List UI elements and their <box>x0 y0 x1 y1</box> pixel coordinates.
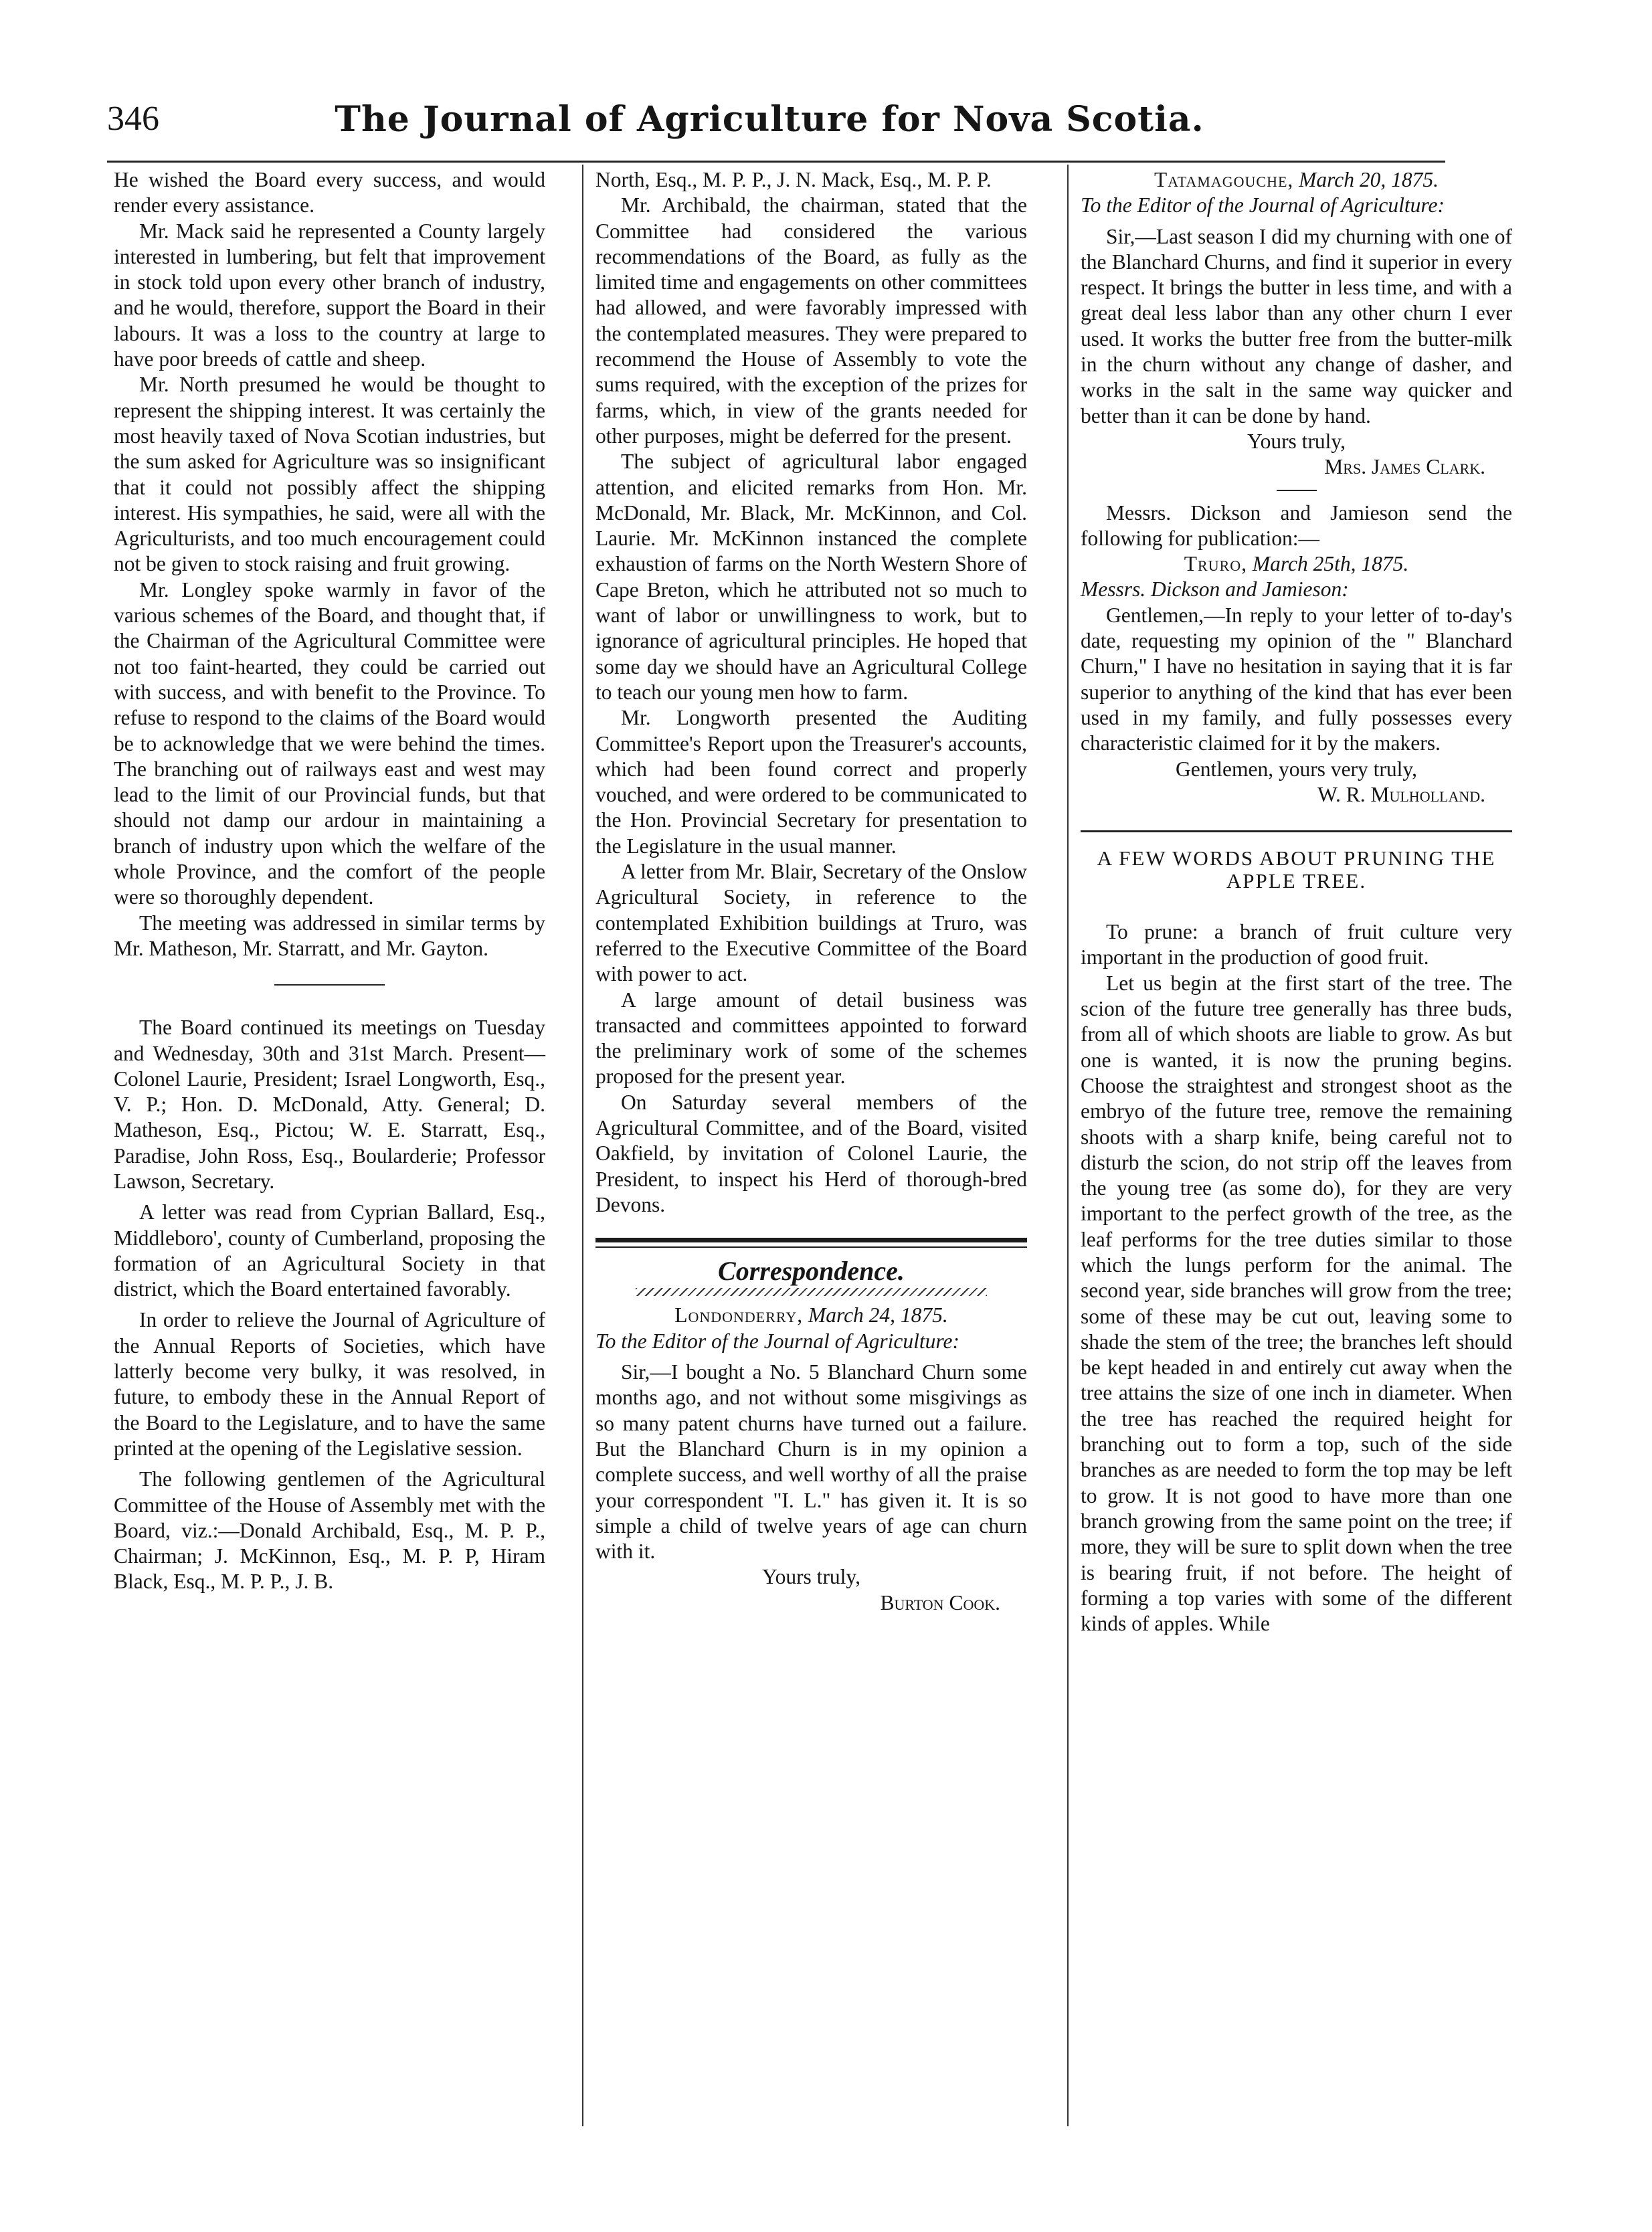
column-3 <box>1081 167 1512 1637</box>
paragraph: Let us begin at the first start of the tree. The scion of the future tree generally has three buds, from all of which shoots are liable to grow. As but one is wanted, it is now the pruning begins. Choose the straightest and strongest shoot as the embryo of the future tree, remove the remaining shoots with a sharp knife, being careful not to disturb the scion, do not strip off the leaves from the young tree (as some do), for they are very important to the perfect growth of the tree, as the leaf performs for the tree duties similar to those which the lungs perform for the animal. The second year, side branches will grow from the tree; some of these may be cut out, leaving some to shade the stem of the tree; the branches left should be kept headed in and entirely cut away when the tree attains the size of one inch in diameter. When the tree has reached the required height for branching out to form a top, such of the side branches as are needed to form the top may be left to grow. It is not good to have more than one branch growing from the same point on the tree; if more, they will be sure to split down when the tree is bearing fruit, if not before. The height of forming a top varies with some of the different kinds of apples. While <box>1081 971 1512 1636</box>
paragraph: The following gentlemen of the Agricultural Committee of the House of Assembly met with the Board, viz.:—Donald Archibald, Esq., M. P. P., Chairman; J. McKinnon, Esq., M. P. P, Hiram Black, Esq., M. P. P., J. B. <box>114 1467 545 1594</box>
paragraph: The meeting was addressed in similar terms by Mr. Matheson, Mr. Starratt, and Mr. Gayton. <box>114 911 545 960</box>
dateline-place: Truro, <box>1184 552 1248 576</box>
signature: Burton Cook. <box>880 1590 1000 1614</box>
closing: Gentlemen, yours very truly, <box>1176 757 1417 781</box>
salutation-to: To the Editor of the Journal of Agriculture: <box>1081 193 1445 217</box>
paragraph: Mr. Archibald, the chairman, stated that the Committee had considered the various recommendations of the Board, as fully as the limited time and engagements on other committees had allowed, and were favorably impressed with the contemplated measures. They were prepared to recommend the House of Assembly to vote the sums required, with the exception of the prizes for farms, which, in view of the grants needed for other purposes, might be deferred for the present. <box>595 193 1027 448</box>
salutation-to: To the Editor of the Journal of Agriculture: <box>595 1329 959 1353</box>
paragraph: In order to relieve the Journal of Agriculture of the Annual Reports of Societies, which have latterly become very bulky, it was resolved, in future, to embody these in the Annual Report of the Board to the Legislature, and to have the same printed at the opening of the Legislative session. <box>114 1308 545 1460</box>
signature: Mrs. James Clark. <box>1324 455 1485 479</box>
paragraph: Mr. Mack said he represented a County largely interested in lumbering, but felt that improvement in stock told upon every other branch of industry, and he would, therefore, support the Board in their labours. It was a loss to the country at large to have poor breeds of cattle and sheep. <box>114 219 545 371</box>
salutation: Messrs. Dickson and Jamieson: <box>1081 577 1349 601</box>
header-rule <box>107 161 1445 163</box>
dateline-date: March 20, 1875. <box>1299 168 1439 191</box>
dateline <box>1081 551 1512 577</box>
small-divider <box>1277 490 1317 491</box>
dateline-place: Tatamagouche, <box>1154 168 1294 191</box>
column-divider-1 <box>582 165 583 2126</box>
paragraph: A letter from Mr. Blair, Secretary of the Onslow Agricultural Society, in reference to the contemplated Exhibition buildings at Truro, was referred to the Executive Committee of the Board with power to act. <box>595 860 1027 986</box>
journal-title: The Journal of Agriculture for Nova Scotia. <box>335 99 1204 140</box>
paragraph: The subject of agricultural labor engaged attention, and elicited remarks from Hon. Mr. McDonald, Mr. Black, Mr. McKinnon, and Col. Laurie. Mr. McKinnon instanced the complete exhaustion of farms on the North Western Shore of Cape Breton, which he attributed not so much to want of labor or unwillingness to work, but to ignorance of agricultural principles. He hoped that some day we should have an Agricultural College to teach our young men how to farm. <box>595 450 1027 704</box>
intro-note: Messrs. Dickson and Jamieson send the following for publication:— <box>1081 500 1512 550</box>
column-1 <box>114 167 545 1595</box>
thin-rule <box>595 1246 1027 1248</box>
paragraph: The Board continued its meetings on Tuesday and Wednesday, 30th and 31st March. Present—Colonel Laurie, President; Israel Longworth, Esq., V. P.; Hon. D. McDonald, Atty. General; D. Matheson, Esq., Pictou; W. E. Starratt, Esq., Paradise, John Ross, Esq., Boularderie; Professor Lawson, Secretary. <box>114 1016 545 1193</box>
page-number: 346 <box>107 100 159 138</box>
closing: Yours truly, <box>761 1565 861 1589</box>
paragraph: Mr. Longley spoke warmly in favor of the various schemes of the Board, and thought that, if the Chairman of the Agricultural Committee were not too faint-hearted, they could be carried out with success, and with benefit to the Province. To refuse to respond to the claims of the Board would be to acknowledge that we were behind the times. The branching out of railways east and west may lead to the limit of our Provincial funds, but that should not damp our ardour in maintaining a branch of industry upon which the welfare of the whole Province, and the comfort of the people were so thoroughly dependent. <box>114 577 545 909</box>
paragraph: He wished the Board every success, and would render every assistance. <box>114 168 545 217</box>
column-2 <box>595 167 1027 1616</box>
dateline-date: March 24, 1875. <box>808 1303 948 1327</box>
dateline <box>1081 167 1512 193</box>
paragraph: A letter was read from Cyprian Ballard, Esq., Middleboro', county of Cumberland, proposing the formation of an Agricultural Society in that district, which the Board entertained favorably. <box>114 1200 545 1301</box>
paragraph: North, Esq., M. P. P., J. N. Mack, Esq., M. P. P. <box>595 168 992 191</box>
paragraph: Mr. North presumed he would be thought to represent the shipping interest. It was certainly the most heavily taxed of Nova Scotian industries, but the sum asked for Agriculture was so insignificant that it could not possibly affect the shipping interest. His sympathies, he said, were all with the Agriculturists, and too much encouragement could not be given to stock raising and fruit growing. <box>114 373 545 576</box>
section-divider <box>274 984 385 986</box>
paragraph: To prune: a branch of fruit culture very important in the production of good fruit. <box>1081 920 1512 969</box>
letter-body: Sir,—Last season I did my churning with one of the Blanchard Churns, and find it superior in every respect. It brings the butter in less time, and with a great deal less labor than any other churn I ever used. It works the butter free from the butter-milk in the churn without any change of dasher, and works in the salt in the same way quicker and better than it can be done by hand. <box>1081 224 1512 428</box>
dateline-date: March 25th, 1875. <box>1252 552 1409 576</box>
ornamental-rule <box>636 1288 987 1296</box>
letter-body: Gentlemen,—In reply to your letter of to-day's date, requesting my opinion of the " Blanchard Churn," I have no hesitation in saying that it is far superior to anything of the kind that has ever been used in my family, and fully possesses every characteristic claimed for it by the makers. <box>1081 603 1512 755</box>
letter-body: Sir,—I bought a No. 5 Blanchard Churn some months ago, and not without some misgivings as so many patent churns have turned out a failure. But the Blanchard Churn is in my opinion a complete success, and well worthy of all the praise your correspondent "I. L." has given it. It is so simple a child of twelve years of age can churn with it. <box>595 1360 1027 1564</box>
page-header <box>107 99 1432 159</box>
section-rule <box>1081 830 1512 832</box>
article-title: A FEW WORDS ABOUT PRUNING THE APPLE TREE. <box>1097 846 1496 893</box>
correspondence-heading: Correspondence. <box>718 1256 905 1287</box>
signature: W. R. Mulholland. <box>1317 782 1485 806</box>
paragraph: Mr. Longworth presented the Auditing Committee's Report upon the Treasurer's accounts, which had been found correct and properly vouched, and were ordered to be communicated to the Hon. Provincial Secretary for presentation to the Legislature in the usual manner. <box>595 706 1027 858</box>
heavy-rule <box>595 1238 1027 1242</box>
dateline-place: Londonderry, <box>674 1303 804 1327</box>
closing: Yours truly, <box>1247 429 1346 453</box>
dateline <box>595 1303 1027 1328</box>
paragraph: On Saturday several members of the Agricultural Committee, and of the Board, visited Oakfield, by invitation of Colonel Laurie, the President, to inspect his Herd of thorough-bred Devons. <box>595 1090 1027 1216</box>
paragraph: A large amount of detail business was transacted and committees appointed to forward the preliminary work of some of the schemes proposed for the present year. <box>595 988 1027 1089</box>
column-divider-2 <box>1067 165 1069 2126</box>
